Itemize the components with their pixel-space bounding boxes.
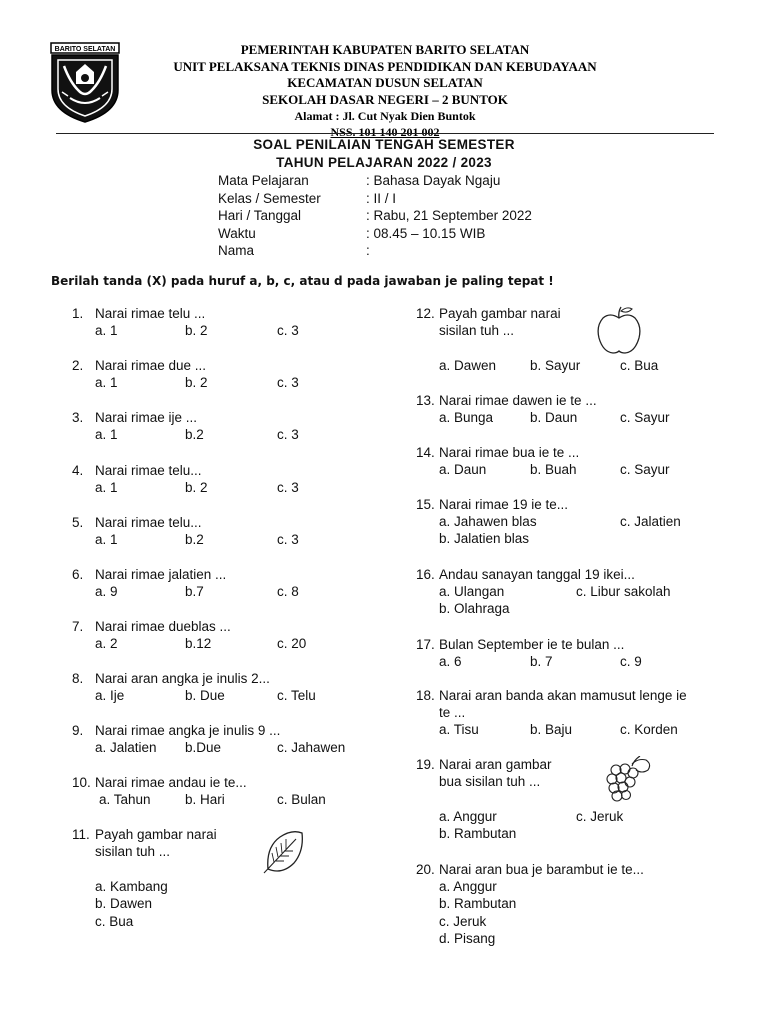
question-text: Narai rimae ije ...	[95, 410, 198, 425]
question-number: 3.	[72, 410, 84, 425]
info-value: : Rabu, 21 September 2022	[366, 208, 532, 223]
option-a[interactable]: a. 6	[439, 654, 462, 669]
option-c[interactable]: c. Libur sakolah	[576, 584, 671, 599]
letterhead	[130, 42, 640, 140]
option-d[interactable]: d. Pisang	[439, 931, 496, 946]
question-number: 1.	[72, 306, 84, 321]
option-b[interactable]: b.2	[185, 427, 204, 442]
exam-title: SOAL PENILAIAN TENGAH SEMESTER	[253, 137, 515, 152]
option-a[interactable]: a. Dawen	[439, 358, 497, 373]
option-a[interactable]: a. 1	[95, 323, 118, 338]
option-c[interactable]: c. Sayur	[620, 410, 670, 425]
option-c[interactable]: c. 3	[277, 480, 299, 495]
option-a[interactable]: a. Tahun	[99, 792, 151, 807]
question-text: Narai rimae jalatien ...	[95, 567, 227, 582]
option-b[interactable]: b.12	[185, 636, 212, 651]
question-text: Narai rimae andau ie te...	[95, 775, 247, 790]
question-text: Narai rimae telu ...	[95, 306, 206, 321]
option-a[interactable]: a. Tisu	[439, 722, 479, 737]
option-a[interactable]: a. Kambang	[95, 879, 168, 894]
instruction: Berilah tanda (X) pada huruf a, b, c, atau d pada jawaban je paling tepat !	[51, 274, 554, 288]
question-text: Narai aran gambar	[439, 757, 552, 772]
question-number: 20.	[416, 862, 435, 877]
info-value: : Bahasa Dayak Ngaju	[366, 173, 501, 188]
grapes-icon	[602, 756, 656, 806]
option-c[interactable]: c. Telu	[277, 688, 316, 703]
question-text: Narai rimae 19 ie te...	[439, 497, 569, 512]
question-number: 19.	[416, 757, 435, 772]
leaf-icon	[262, 829, 306, 875]
option-c[interactable]: c. 9	[620, 654, 642, 669]
option-b[interactable]: b. 2	[185, 323, 208, 338]
question-text: Narai rimae telu...	[95, 463, 202, 478]
option-a[interactable]: a. Anggur	[439, 879, 497, 894]
info-label: Nama	[218, 243, 255, 258]
option-a[interactable]: a. 1	[95, 375, 118, 390]
option-c[interactable]: c. 3	[277, 375, 299, 390]
option-c[interactable]: c. Korden	[620, 722, 678, 737]
option-c[interactable]: c. Jeruk	[576, 809, 624, 824]
option-a[interactable]: a. 2	[95, 636, 118, 651]
question-text: Narai aran bua je barambut ie te...	[439, 862, 644, 877]
option-c[interactable]: c. Jeruk	[439, 914, 487, 929]
question-text: Payah gambar narai	[95, 827, 217, 842]
option-c[interactable]: c. 3	[277, 427, 299, 442]
option-c[interactable]: c. Jalatien	[620, 514, 681, 529]
question-number: 2.	[72, 358, 84, 373]
option-c[interactable]: c. 3	[277, 323, 299, 338]
option-b[interactable]: b. Dawen	[95, 896, 153, 911]
question-number: 16.	[416, 567, 435, 582]
question-number: 9.	[72, 723, 84, 738]
exam-year: TAHUN PELAJARAN 2022 / 2023	[276, 155, 492, 170]
question-text: Narai rimae bua ie te ...	[439, 445, 580, 460]
question-text: Andau sanayan tanggal 19 ikei...	[439, 567, 635, 582]
coat-of-arms-icon	[48, 42, 122, 124]
letterhead-address: Alamat : Jl. Cut Nyak Dien Buntok	[294, 109, 476, 123]
option-b[interactable]: b.Due	[185, 740, 222, 755]
option-a[interactable]: a. 1	[95, 427, 118, 442]
question-text: Narai rimae dawen ie te ...	[439, 393, 597, 408]
option-b[interactable]: b. Baju	[530, 722, 573, 737]
option-a[interactable]: a. 9	[95, 584, 118, 599]
info-value: : 08.45 – 10.15 WIB	[366, 225, 486, 241]
option-c[interactable]: c. 20	[277, 636, 307, 651]
option-b[interactable]: b. Buah	[530, 462, 577, 477]
logo-label: BARITO SELATAN	[54, 46, 116, 53]
option-b[interactable]: b. Rambutan	[439, 896, 517, 911]
option-c[interactable]: c. Bua	[95, 914, 134, 929]
option-b[interactable]: b. Olahraga	[439, 601, 510, 616]
option-a[interactable]: a. Daun	[439, 462, 487, 477]
question-text-line2: te ...	[439, 705, 466, 720]
option-b[interactable]: b. Hari	[185, 792, 225, 807]
option-c[interactable]: c. Bua	[620, 358, 659, 373]
option-b[interactable]: b. Jalatien blas	[439, 531, 530, 546]
question-text-line2: sisilan tuh ...	[95, 844, 171, 859]
question-text: Narai aran angka je inulis 2...	[95, 671, 270, 686]
option-b[interactable]: b. 2	[185, 480, 208, 495]
info-value: : II / I	[366, 190, 397, 206]
option-c[interactable]: c. 8	[277, 584, 299, 599]
info-label: Hari / Tanggal	[218, 208, 302, 223]
info-label: Kelas / Semester	[218, 190, 321, 206]
option-a[interactable]: a. Jalatien	[95, 740, 157, 755]
question-number: 4.	[72, 463, 84, 478]
letterhead-nss: NSS. 101 140 201 002	[330, 125, 440, 139]
question-number: 6.	[72, 567, 84, 582]
option-b[interactable]: b.7	[185, 584, 204, 599]
letterhead-school: SEKOLAH DASAR NEGERI – 2 BUNTOK	[262, 91, 508, 107]
question-number: 12.	[416, 306, 435, 321]
option-a[interactable]: a. Ije	[95, 688, 125, 703]
question-number: 18.	[416, 688, 435, 703]
option-b[interactable]: b. Sayur	[530, 358, 581, 373]
info-value: :	[366, 243, 370, 258]
question-text: Narai rimae due ...	[95, 358, 207, 373]
info-label: Mata Pelajaran	[218, 173, 309, 188]
question-text: Payah gambar narai	[439, 306, 561, 321]
option-b[interactable]: b.2	[185, 532, 204, 547]
question-text-line2: bua sisilan tuh ...	[439, 774, 541, 789]
option-a[interactable]: a. Bunga	[439, 410, 494, 425]
letterhead-government: PEMERINTAH KABUPATEN BARITO SELATAN	[240, 42, 530, 57]
option-c[interactable]: c. Bulan	[277, 792, 326, 807]
question-text: Narai rimae angka je inulis 9 ...	[95, 723, 281, 738]
question-number: 15.	[416, 497, 435, 512]
question-text: Narai rimae telu...	[95, 515, 202, 530]
apple-icon	[596, 304, 642, 356]
option-a[interactable]: a. 1	[95, 532, 118, 547]
option-a[interactable]: a. 1	[95, 480, 118, 495]
question-number: 10.	[72, 775, 91, 790]
question-number: 13.	[416, 393, 435, 408]
question-text: Narai rimae dueblas ...	[95, 619, 231, 634]
question-text: Bulan September ie te bulan ...	[439, 637, 625, 652]
letterhead-agency: UNIT PELAKSANA TEKNIS DINAS PENDIDIKAN DAN KEBUDAYAAN	[173, 58, 597, 74]
option-a[interactable]: a. Ulangan	[439, 584, 505, 599]
option-b[interactable]: b. 7	[530, 654, 553, 669]
letterhead-divider	[56, 133, 714, 134]
question-number: 14.	[416, 445, 435, 460]
option-c[interactable]: c. 3	[277, 532, 299, 547]
question-text-line2: sisilan tuh ...	[439, 323, 515, 338]
option-b[interactable]: b. Daun	[530, 410, 578, 425]
option-a[interactable]: a. Jahawen blas	[439, 514, 537, 529]
question-number: 5.	[72, 515, 84, 530]
question-number: 7.	[72, 619, 84, 634]
info-label: Waktu	[218, 225, 256, 241]
question-number: 11.	[72, 827, 90, 842]
question-text: Narai aran banda akan mamusut lenge ie	[439, 688, 687, 703]
option-b[interactable]: b. Rambutan	[439, 826, 517, 841]
option-c[interactable]: c. Jahawen	[277, 740, 346, 755]
option-b[interactable]: b. 2	[185, 375, 208, 390]
question-number: 17.	[416, 637, 435, 652]
question-number: 8.	[72, 671, 84, 686]
letterhead-district: KECAMATAN DUSUN SELATAN	[287, 75, 483, 90]
option-b[interactable]: b. Due	[185, 688, 225, 703]
option-a[interactable]: a. Anggur	[439, 809, 497, 824]
option-c[interactable]: c. Sayur	[620, 462, 670, 477]
